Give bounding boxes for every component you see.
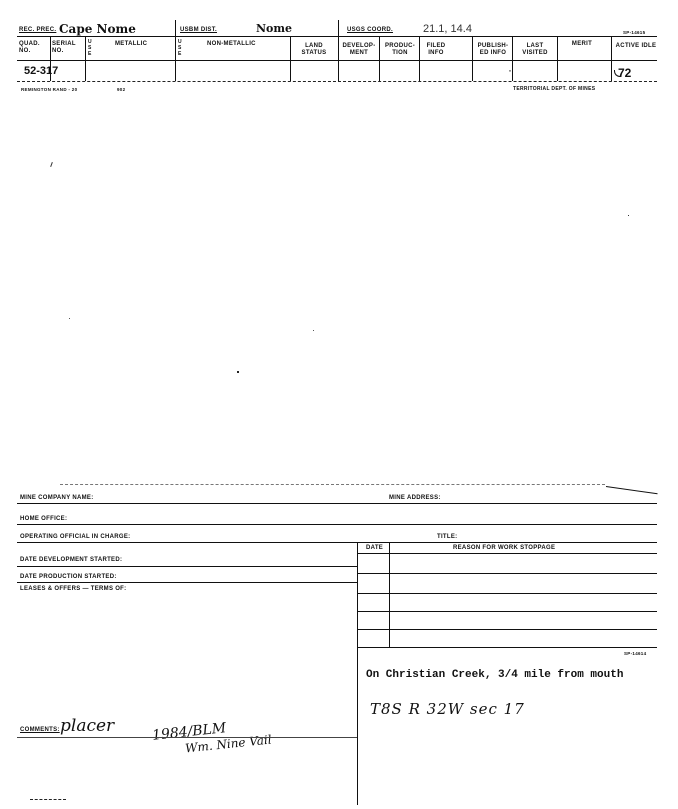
published-mark: · bbox=[508, 63, 512, 77]
scan-speck bbox=[69, 318, 70, 319]
col-use-right: U S E bbox=[178, 39, 182, 57]
col-sep bbox=[419, 36, 420, 81]
col-merit: MERIT bbox=[571, 41, 593, 47]
quad-serial-value: 52-317 bbox=[24, 65, 59, 77]
printer-code: 902 bbox=[117, 87, 126, 92]
scan-speck bbox=[50, 162, 53, 167]
form-rule bbox=[357, 593, 657, 594]
col-sep bbox=[557, 36, 558, 81]
usgs-coord-label: USGS COORD. bbox=[347, 27, 393, 33]
col-sep bbox=[290, 36, 291, 81]
col-sep bbox=[379, 36, 380, 81]
col-development: DEVELOP- MENT bbox=[342, 43, 376, 56]
form-rule bbox=[357, 629, 657, 630]
col-sep bbox=[50, 36, 51, 81]
form-number-top: SP-14615 bbox=[623, 30, 646, 35]
territorial-dept: TERRITORIAL DEPT. OF MINES bbox=[513, 86, 596, 92]
usgs-coord-value: 21.1, 14.4 bbox=[423, 23, 472, 35]
col-sep bbox=[512, 36, 513, 81]
header-rule bbox=[17, 36, 657, 37]
form-rule bbox=[17, 582, 357, 583]
stoppage-reason-header: REASON FOR WORK STOPPAGE bbox=[453, 545, 556, 551]
bottom-dash-mark bbox=[30, 799, 66, 800]
form-rule bbox=[357, 647, 657, 648]
form-rule bbox=[357, 573, 657, 574]
rec-prec-value: Cape Nome bbox=[59, 22, 136, 36]
col-non-metallic: NON-METALLIC bbox=[207, 41, 256, 47]
scan-speck bbox=[313, 330, 314, 331]
form-rule bbox=[357, 611, 657, 612]
active-idle-check-mark bbox=[614, 70, 621, 77]
form-number-lower: SP-14614 bbox=[624, 651, 647, 656]
printer-note: REMINGTON RAND - 20 bbox=[21, 87, 78, 92]
col-quad-no: QUAD. NO. bbox=[19, 41, 40, 54]
col-metallic: METALLIC bbox=[115, 41, 148, 47]
col-sep bbox=[175, 20, 176, 81]
mine-address-label: MINE ADDRESS: bbox=[389, 495, 441, 501]
usbm-dist-value: Nome bbox=[256, 22, 293, 35]
col-sep bbox=[338, 20, 339, 81]
col-active-idle: ACTIVE IDLE bbox=[615, 43, 657, 49]
usbm-dist-label: USBM DIST. bbox=[180, 27, 218, 33]
mine-company-name-label: MINE COMPANY NAME: bbox=[20, 495, 94, 501]
col-land-status: LAND STATUS bbox=[301, 43, 327, 56]
date-prod-started-label: DATE PRODUCTION STARTED: bbox=[20, 574, 117, 580]
col-last-visited: LAST VISITED bbox=[522, 43, 548, 56]
form-rule bbox=[17, 542, 657, 543]
col-published-info: PUBLISH- ED INFO bbox=[477, 43, 509, 56]
rec-prec-label: REC. PREC. bbox=[19, 27, 57, 33]
operating-official-label: OPERATING OFFICIAL IN CHARGE: bbox=[20, 534, 131, 540]
col-production: PRODUC- TION bbox=[384, 43, 416, 56]
form-rule bbox=[17, 524, 657, 525]
scan-speck bbox=[237, 371, 239, 373]
col-sep bbox=[85, 36, 86, 81]
home-office-label: HOME OFFICE: bbox=[20, 516, 68, 522]
form-rule bbox=[17, 566, 357, 567]
typed-location-note: On Christian Creek, 3/4 mile from mouth bbox=[366, 669, 624, 681]
col-serial-no: SERIAL NO. bbox=[52, 41, 76, 54]
col-sep bbox=[472, 36, 473, 81]
handwritten-tsr: T8S R 32W sec 17 bbox=[370, 700, 525, 718]
column-header-rule bbox=[17, 60, 657, 61]
col-use-left: U S E bbox=[88, 39, 92, 57]
date-dev-started-label: DATE DEVELOPMENT STARTED: bbox=[20, 557, 123, 563]
scan-speck bbox=[628, 215, 629, 216]
lower-form-top-dash bbox=[60, 484, 605, 485]
leases-offers-label: LEASES & OFFERS — TERMS OF: bbox=[20, 586, 127, 592]
form-rule bbox=[17, 737, 357, 738]
table-left-border bbox=[357, 542, 358, 805]
stoppage-date-header: DATE bbox=[366, 545, 384, 551]
form-rule bbox=[17, 503, 657, 504]
form-rule bbox=[357, 553, 657, 554]
corner-fold-line bbox=[606, 486, 658, 494]
handwritten-signature: Wm. Nine Vail bbox=[184, 732, 273, 756]
active-idle-value: 72 bbox=[618, 66, 632, 80]
table-date-sep bbox=[389, 542, 390, 647]
title-label: TITLE: bbox=[437, 534, 458, 540]
handwritten-blm: 1984/BLM bbox=[151, 720, 227, 744]
handwritten-placer: placer bbox=[60, 716, 115, 736]
col-sep bbox=[611, 36, 612, 81]
record-row-rule bbox=[17, 81, 657, 82]
comments-label: COMMENTS: bbox=[20, 727, 60, 733]
col-filed-info: FILED INFO bbox=[426, 43, 446, 56]
